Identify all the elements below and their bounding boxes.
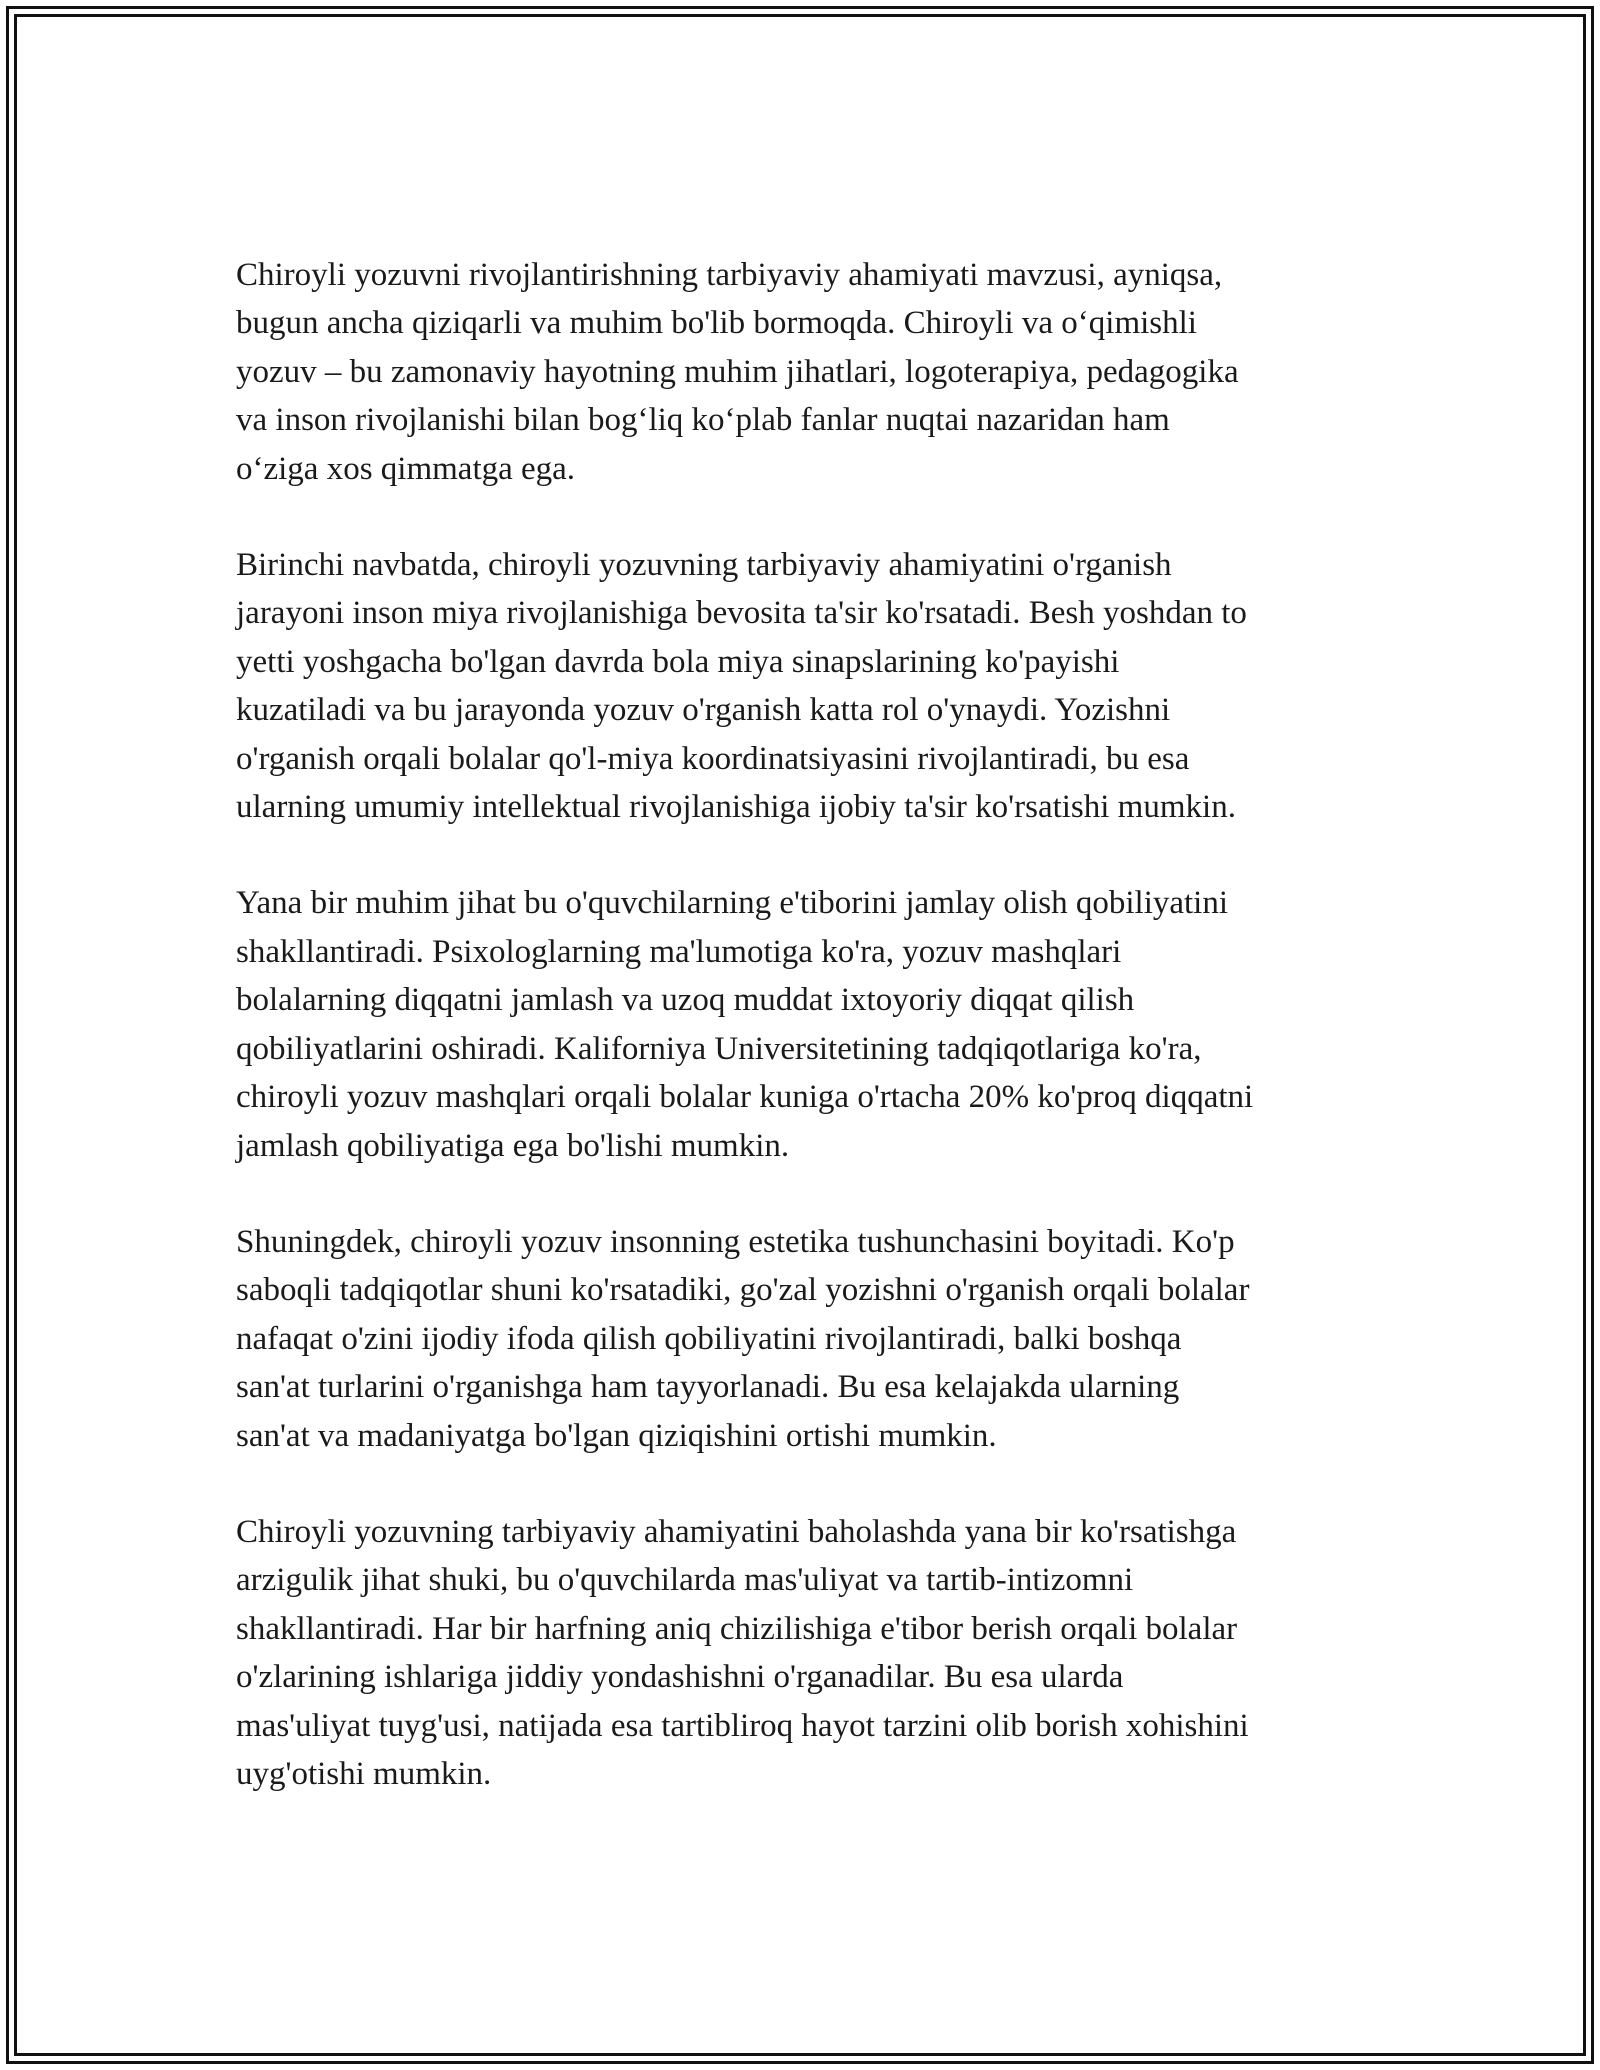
paragraph-4: Shuningdek, chiroyli yozuv insonning estetika tushunchasini boyitadi. Ko'p saboqli tadqiqotlar shuni ko'rsatadiki, go'zal yozishni o'rganish orqali bolalar nafaqat o'zini ijodiy ifoda qilish qobiliyatini rivojlantiradi, balki boshqa san'at turlarini o'rganishga ham tayyorlanadi. Bu esa kelajakda ularning san'at va madaniyatga bo'lgan qiziqishini ortishi mumkin. (236, 1223, 1250, 1454)
paragraph-3: Yana bir muhim jihat bu o'quvchilarning e'tiborini jamlay olish qobiliyatini shakllantiradi. Psixologlarning ma'lumotiga ko'ra, yozuv mashqlari bolalarning diqqatni jamlash va uzoq muddat ixtoyoriy diqqat qilish qobiliyatlarini oshiradi. Kaliforniya Universitetining tadqiqotlariga ko'ra, chiroyli yozuv mashqlari orqali bolalar kuniga o'rtacha 20% ko'proq diqqatni jamlash qobiliyatiga ega bo'lishi mumkin. (236, 885, 1254, 1164)
paragraph-1: Chiroyli yozuvni rivojlantirishning tarbiyaviy ahamiyati mavzusi, ayniqsa, bugun ancha qiziqarli va muhim bo'lib bormoqda. Chiroyli va oʻqimishli yozuv – bu zamonaviy hayotning muhim jihatlari, logoterapiya, pedagogika va inson rivojlanishi bilan bogʻliq koʻplab fanlar nuqtai nazaridan ham oʻziga xos qimmatga ega. (236, 257, 1239, 487)
paragraph-2: Birinchi navbatda, chiroyli yozuvning tarbiyaviy ahamiyatini o'rganish jarayoni inson miya rivojlanishiga bevosita ta'sir ko'rsatadi. Besh yoshdan to yetti yoshgacha bo'lgan davrda bola miya sinapslarining ko'payishi kuzatiladi va bu jarayonda yozuv o'rganish katta rol o'ynaydi. Yozishni o'rganish orqali bolalar qo'l-miya koordinatsiyasini rivojlantiradi, bu esa ularning umumiy intellektual rivojlanishiga ijobiy ta'sir ko'rsatishi mumkin. (236, 547, 1247, 826)
document-body (236, 251, 1386, 1846)
paragraph-5: Chiroyli yozuvning tarbiyaviy ahamiyatini baholashda yana bir ko'rsatishga arzigulik jihat shuki, bu o'quvchilarda mas'uliyat va tartib-intizomni shakllantiradi. Har bir harfning aniq chizilishiga e'tibor berish orqali bolalar o'zlarining ishlariga jiddiy yondashishni o'rganadilar. Bu esa ularda mas'uliyat tuyg'usi, natijada esa tartibliroq hayot tarzini olib borish xohishini uyg'otishi mumkin. (236, 1513, 1249, 1792)
